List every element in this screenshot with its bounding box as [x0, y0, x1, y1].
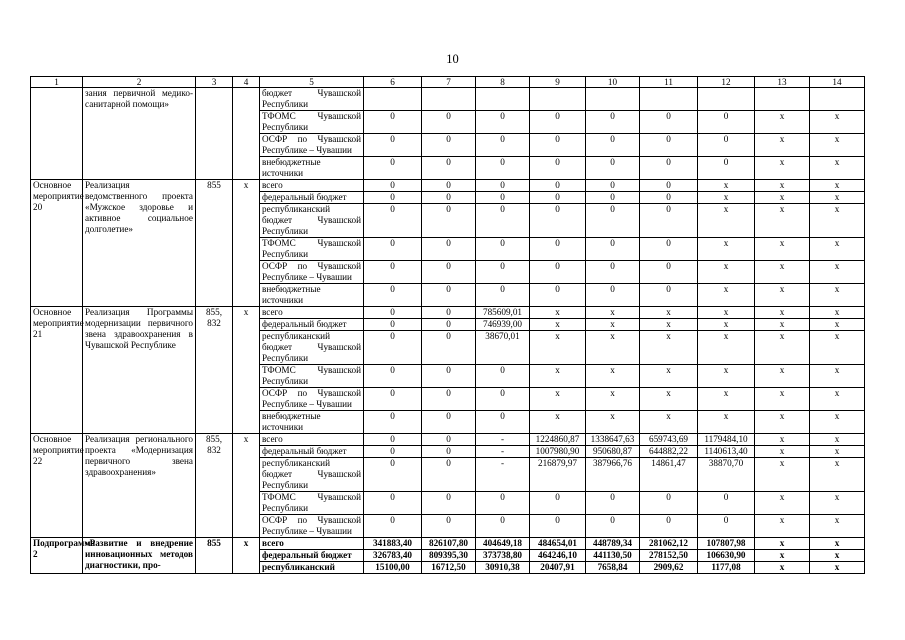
header-cell: 9	[530, 77, 586, 88]
value-cell: 0	[422, 388, 476, 411]
value-cell: x	[755, 492, 810, 515]
value-cell: x	[530, 307, 586, 319]
value-cell: 0	[476, 365, 530, 388]
funding-source-cell: республиканский бюджет Чувашской Республики	[260, 458, 364, 492]
funding-source-cell: ТФОМС Чувашской Республики	[260, 238, 364, 261]
value-cell: x	[755, 365, 810, 388]
value-cell: 0	[698, 111, 755, 134]
value-cell: 404649,18	[476, 538, 530, 550]
value-cell: 0	[530, 238, 586, 261]
value-cell: x	[810, 538, 865, 550]
value-cell: 2909,62	[640, 562, 698, 574]
value-cell: x	[755, 238, 810, 261]
value-cell: x	[530, 331, 586, 365]
value-cell: 1224860,87	[530, 434, 586, 446]
value-cell: x	[755, 192, 810, 204]
value-cell: 0	[586, 515, 640, 538]
value-cell: 1140613,40	[698, 446, 755, 458]
value-cell: 15100,00	[364, 562, 422, 574]
value-cell: x	[698, 388, 755, 411]
value-cell: x	[810, 204, 865, 238]
value-cell: x	[755, 180, 810, 192]
header-cell: 11	[640, 77, 698, 88]
value-cell: 785609,01	[476, 307, 530, 319]
funding-source-cell: всего	[260, 538, 364, 550]
value-cell: 38870,70	[698, 458, 755, 492]
funding-source-cell: ТФОМС Чувашской Республики	[260, 365, 364, 388]
value-cell: 0	[364, 411, 422, 434]
value-cell: x	[755, 538, 810, 550]
value-cell: 0	[364, 192, 422, 204]
value-cell: 0	[476, 111, 530, 134]
value-cell: 1338647,63	[586, 434, 640, 446]
value-cell: 0	[698, 134, 755, 157]
program-code-cell: x	[233, 434, 260, 538]
event-title-cell: Реализация Программы модернизации первичного звена здравоохранения в Чувашской Республике	[83, 307, 196, 434]
value-cell: 0	[476, 492, 530, 515]
event-title-cell: «Развитие и внедрение инновационных методов диагностики, про-	[83, 538, 196, 574]
value-cell: x	[810, 492, 865, 515]
executor-code-cell: 855	[196, 538, 233, 574]
value-cell: 0	[422, 365, 476, 388]
value-cell: x	[810, 307, 865, 319]
funding-source-cell: ОСФР по Чувашской Республике – Чувашии	[260, 388, 364, 411]
value-cell: x	[755, 388, 810, 411]
value-cell: x	[755, 134, 810, 157]
value-cell: 30910,38	[476, 562, 530, 574]
value-cell: x	[755, 331, 810, 365]
value-cell: 0	[586, 284, 640, 307]
funding-source-cell: ОСФР по Чувашской Республике – Чувашии	[260, 134, 364, 157]
value-cell: 1179484,10	[698, 434, 755, 446]
value-cell: x	[810, 434, 865, 446]
value-cell: 0	[422, 331, 476, 365]
value-cell: x	[755, 284, 810, 307]
value-cell: 464246,10	[530, 550, 586, 562]
value-cell: 0	[640, 134, 698, 157]
funding-source-cell: внебюджетные источники	[260, 411, 364, 434]
value-cell: -	[476, 458, 530, 492]
value-cell: 0	[698, 492, 755, 515]
value-cell: 746939,00	[476, 319, 530, 331]
value-cell: x	[755, 434, 810, 446]
value-cell: 326783,40	[364, 550, 422, 562]
value-cell	[364, 88, 422, 111]
value-cell: 0	[640, 111, 698, 134]
value-cell: x	[640, 319, 698, 331]
value-cell: 826107,80	[422, 538, 476, 550]
value-cell: 0	[476, 238, 530, 261]
event-name-cell: Основное мероприятие 20	[31, 180, 83, 307]
table-row	[31, 538, 865, 550]
funding-source-cell: бюджет Чувашской Республики	[260, 88, 364, 111]
value-cell: 0	[422, 411, 476, 434]
header-cell: 1	[31, 77, 83, 88]
value-cell: 0	[422, 238, 476, 261]
value-cell: x	[698, 365, 755, 388]
value-cell: x	[640, 411, 698, 434]
funding-source-cell: республиканский	[260, 562, 364, 574]
value-cell: -	[476, 446, 530, 458]
value-cell: x	[810, 446, 865, 458]
value-cell: x	[586, 388, 640, 411]
value-cell	[586, 88, 640, 111]
event-name-cell	[31, 88, 83, 180]
value-cell: 0	[530, 204, 586, 238]
value-cell: 373738,80	[476, 550, 530, 562]
value-cell: x	[530, 388, 586, 411]
value-cell: x	[810, 192, 865, 204]
value-cell: x	[586, 411, 640, 434]
table-row	[31, 307, 865, 319]
value-cell: 0	[364, 434, 422, 446]
value-cell: x	[810, 331, 865, 365]
value-cell: x	[640, 331, 698, 365]
value-cell: 16712,50	[422, 562, 476, 574]
header-cell: 5	[260, 77, 364, 88]
header-cell: 13	[755, 77, 810, 88]
value-cell: 387966,76	[586, 458, 640, 492]
value-cell: 0	[364, 134, 422, 157]
value-cell: 0	[364, 261, 422, 284]
value-cell: x	[810, 157, 865, 180]
value-cell: 0	[364, 204, 422, 238]
funding-source-cell: федеральный бюджет	[260, 192, 364, 204]
value-cell: x	[810, 515, 865, 538]
funding-source-cell: ТФОМС Чувашской Республики	[260, 492, 364, 515]
value-cell: 341883,40	[364, 538, 422, 550]
value-cell: 0	[364, 331, 422, 365]
value-cell: 0	[586, 157, 640, 180]
value-cell: 278152,50	[640, 550, 698, 562]
value-cell: x	[810, 284, 865, 307]
value-cell: x	[698, 261, 755, 284]
funding-source-cell: республиканский бюджет Чувашской Республики	[260, 331, 364, 365]
value-cell: 484654,01	[530, 538, 586, 550]
value-cell: x	[640, 365, 698, 388]
value-cell: 0	[586, 261, 640, 284]
value-cell: x	[810, 261, 865, 284]
value-cell: 0	[364, 446, 422, 458]
value-cell: 0	[422, 458, 476, 492]
value-cell: 0	[530, 157, 586, 180]
value-cell: x	[698, 307, 755, 319]
value-cell: x	[698, 238, 755, 261]
value-cell: 0	[364, 238, 422, 261]
value-cell: 0	[530, 192, 586, 204]
value-cell: 0	[476, 157, 530, 180]
table-header-row	[31, 77, 865, 88]
value-cell: 0	[422, 261, 476, 284]
value-cell: 0	[586, 238, 640, 261]
value-cell: 0	[476, 180, 530, 192]
value-cell: x	[755, 550, 810, 562]
value-cell: 0	[422, 492, 476, 515]
value-cell: 950680,87	[586, 446, 640, 458]
funding-source-cell: федеральный бюджет	[260, 446, 364, 458]
event-title-cell: Реализация ведомственного проекта «Мужское здоровье и активное социальное долголетие»	[83, 180, 196, 307]
value-cell: 0	[422, 515, 476, 538]
value-cell: x	[755, 204, 810, 238]
value-cell: 0	[640, 192, 698, 204]
funding-source-cell: всего	[260, 434, 364, 446]
funding-source-cell: ОСФР по Чувашской Республике – Чувашии	[260, 261, 364, 284]
value-cell: x	[698, 284, 755, 307]
value-cell: x	[698, 411, 755, 434]
value-cell: 659743,69	[640, 434, 698, 446]
value-cell: 0	[530, 515, 586, 538]
executor-code-cell: 855, 832	[196, 434, 233, 538]
value-cell: x	[755, 111, 810, 134]
value-cell: 0	[640, 238, 698, 261]
funding-source-cell: внебюджетные источники	[260, 157, 364, 180]
value-cell: 0	[586, 204, 640, 238]
value-cell: 216879,97	[530, 458, 586, 492]
value-cell: 0	[364, 458, 422, 492]
executor-code-cell: 855, 832	[196, 307, 233, 434]
value-cell: 0	[364, 515, 422, 538]
value-cell: x	[810, 411, 865, 434]
value-cell	[422, 88, 476, 111]
event-name-cell: Основное мероприятие 22	[31, 434, 83, 538]
value-cell: 281062,12	[640, 538, 698, 550]
value-cell: 0	[364, 284, 422, 307]
value-cell: 448789,34	[586, 538, 640, 550]
event-name-cell: Основное мероприятие 21	[31, 307, 83, 434]
value-cell: 20407,91	[530, 562, 586, 574]
value-cell: 0	[640, 204, 698, 238]
value-cell: x	[810, 365, 865, 388]
value-cell: 0	[364, 319, 422, 331]
funding-source-cell: всего	[260, 307, 364, 319]
value-cell: x	[530, 365, 586, 388]
header-cell: 6	[364, 77, 422, 88]
executor-code-cell: 855	[196, 180, 233, 307]
value-cell: 0	[422, 111, 476, 134]
value-cell: x	[755, 157, 810, 180]
value-cell: 0	[640, 261, 698, 284]
header-cell: 10	[586, 77, 640, 88]
value-cell: 0	[698, 157, 755, 180]
value-cell: 0	[586, 192, 640, 204]
value-cell	[530, 88, 586, 111]
value-cell: x	[810, 238, 865, 261]
value-cell: x	[586, 307, 640, 319]
value-cell: 0	[422, 284, 476, 307]
value-cell: 0	[422, 307, 476, 319]
event-title-cell: зания первичной медико-санитарной помощи»	[83, 88, 196, 180]
value-cell: 809395,30	[422, 550, 476, 562]
event-name-cell: Подпрограмма 2	[31, 538, 83, 574]
funding-source-cell: республиканский бюджет Чувашской Республики	[260, 204, 364, 238]
value-cell: x	[755, 261, 810, 284]
value-cell: x	[810, 458, 865, 492]
value-cell: 0	[530, 284, 586, 307]
value-cell: x	[755, 411, 810, 434]
value-cell: -	[476, 434, 530, 446]
value-cell: x	[530, 319, 586, 331]
value-cell: 0	[364, 157, 422, 180]
value-cell: 0	[586, 180, 640, 192]
value-cell: 0	[422, 180, 476, 192]
value-cell: 0	[530, 261, 586, 284]
value-cell: x	[810, 134, 865, 157]
value-cell: 0	[476, 204, 530, 238]
funding-source-cell: федеральный бюджет	[260, 550, 364, 562]
value-cell: x	[755, 458, 810, 492]
value-cell: 1177,08	[698, 562, 755, 574]
value-cell: x	[755, 319, 810, 331]
value-cell: 0	[586, 492, 640, 515]
value-cell: 0	[422, 157, 476, 180]
value-cell: 0	[530, 180, 586, 192]
value-cell: 0	[364, 111, 422, 134]
value-cell: 0	[476, 261, 530, 284]
header-cell: 14	[810, 77, 865, 88]
value-cell: x	[698, 180, 755, 192]
value-cell: 0	[530, 134, 586, 157]
value-cell: 0	[640, 515, 698, 538]
value-cell: 0	[476, 388, 530, 411]
table-row	[31, 180, 865, 192]
value-cell: 38670,01	[476, 331, 530, 365]
funding-source-cell: федеральный бюджет	[260, 319, 364, 331]
value-cell: 0	[422, 434, 476, 446]
value-cell: 644882,22	[640, 446, 698, 458]
header-cell: 4	[233, 77, 260, 88]
value-cell: x	[586, 319, 640, 331]
value-cell: 107807,98	[698, 538, 755, 550]
value-cell: x	[810, 550, 865, 562]
value-cell: 0	[422, 446, 476, 458]
value-cell: x	[640, 307, 698, 319]
value-cell: 0	[698, 515, 755, 538]
value-cell: 0	[422, 319, 476, 331]
value-cell: 0	[364, 365, 422, 388]
program-code-cell: x	[233, 538, 260, 574]
header-cell: 3	[196, 77, 233, 88]
value-cell: x	[698, 192, 755, 204]
value-cell: x	[698, 331, 755, 365]
value-cell: 0	[640, 157, 698, 180]
value-cell: x	[698, 204, 755, 238]
value-cell: 0	[530, 111, 586, 134]
value-cell: 0	[530, 492, 586, 515]
value-cell: 0	[476, 134, 530, 157]
value-cell: 0	[640, 492, 698, 515]
value-cell: 0	[422, 134, 476, 157]
page-number: 10	[446, 52, 459, 66]
value-cell: x	[530, 411, 586, 434]
header-cell: 12	[698, 77, 755, 88]
value-cell: 441130,50	[586, 550, 640, 562]
value-cell: 0	[476, 411, 530, 434]
value-cell: x	[755, 562, 810, 574]
value-cell: 14861,47	[640, 458, 698, 492]
table-row	[31, 434, 865, 446]
event-title-cell: Реализация регионального проекта «Модернизация первичного звена здравоохранения»	[83, 434, 196, 538]
value-cell: 0	[422, 204, 476, 238]
funding-source-cell: всего	[260, 180, 364, 192]
value-cell: x	[698, 319, 755, 331]
value-cell: x	[755, 307, 810, 319]
value-cell	[755, 88, 810, 111]
value-cell: 0	[586, 134, 640, 157]
value-cell: 1007980,90	[530, 446, 586, 458]
header-cell: 7	[422, 77, 476, 88]
value-cell: x	[755, 515, 810, 538]
value-cell: x	[810, 180, 865, 192]
value-cell: 0	[364, 307, 422, 319]
value-cell: 0	[422, 192, 476, 204]
header-cell: 2	[83, 77, 196, 88]
value-cell: 0	[586, 111, 640, 134]
value-cell: x	[640, 388, 698, 411]
table-row	[31, 88, 865, 111]
value-cell	[810, 88, 865, 111]
value-cell: 0	[640, 180, 698, 192]
value-cell	[698, 88, 755, 111]
funding-source-cell: внебюджетные источники	[260, 284, 364, 307]
value-cell: 7658,84	[586, 562, 640, 574]
value-cell: 0	[476, 284, 530, 307]
value-cell: x	[810, 111, 865, 134]
budget-table	[30, 76, 865, 574]
value-cell: x	[755, 446, 810, 458]
value-cell: 0	[476, 515, 530, 538]
value-cell: 0	[364, 388, 422, 411]
value-cell: 0	[364, 180, 422, 192]
value-cell: 0	[640, 284, 698, 307]
value-cell: x	[586, 365, 640, 388]
value-cell: x	[810, 562, 865, 574]
value-cell: x	[810, 319, 865, 331]
executor-code-cell	[196, 88, 233, 180]
program-code-cell	[233, 88, 260, 180]
value-cell: 0	[364, 492, 422, 515]
program-code-cell: x	[233, 180, 260, 307]
funding-source-cell: ОСФР по Чувашской Республике – Чувашии	[260, 515, 364, 538]
value-cell	[640, 88, 698, 111]
funding-source-cell: ТФОМС Чувашской Республики	[260, 111, 364, 134]
value-cell: 106630,90	[698, 550, 755, 562]
value-cell: x	[810, 388, 865, 411]
value-cell: x	[586, 331, 640, 365]
value-cell: 0	[476, 192, 530, 204]
value-cell	[476, 88, 530, 111]
program-code-cell: x	[233, 307, 260, 434]
header-cell: 8	[476, 77, 530, 88]
